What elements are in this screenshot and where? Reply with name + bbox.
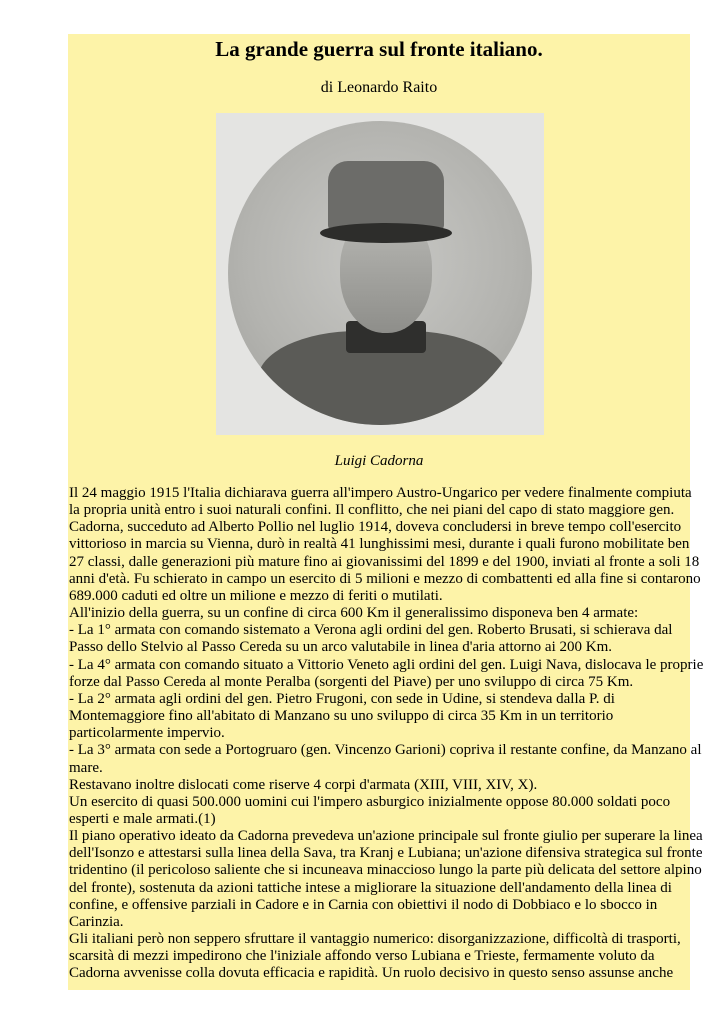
text-line: 689.000 caduti ed oltre un milione e mezzo di feriti o mutilati. — [69, 587, 443, 604]
text-line: All'inizio della guerra, su un confine di circa 600 Km il generalissimo disponeva ben 4 armate: — [69, 605, 639, 622]
text-line: confine, e offensive parziali in Cadore e in Carnia con obiettivi il nodo di Dobbiaco e lo sbocco in — [69, 896, 658, 913]
page-title: La grande guerra sul fronte italiano. — [215, 37, 543, 61]
text-line: Il piano operativo ideato da Cadorna prevedeva un'azione principale sul fronte giulio per superare la linea — [69, 828, 703, 845]
document-page — [68, 34, 704, 990]
text-line: dell'Isonzo e attestarsi sulla linea della Sava, tra Kranj e Lubiana; un'azione difensiva strategica sul fronte — [69, 845, 703, 862]
text-line: Cadorna avvenisse colla dovuta efficacia e rapidità. Un ruolo decisivo in questo senso assunse anche — [69, 965, 674, 982]
text-line: 27 classi, dalle generazioni più mature fino ai giovanissimi del 1899 e del 1900, inviati al fronte a soli 18 — [69, 553, 700, 570]
text-line: Gli italiani però non seppero sfruttare il vantaggio numerico: disorganizzazione, difficoltà di trasporti, — [69, 931, 681, 948]
text-line: vittorioso in marcia su Vienna, durò in realtà 41 lunghissimi mesi, durante i quali furono mobilitate ben — [69, 536, 690, 553]
text-line: Un esercito di quasi 500.000 uomini cui l'impero asburgico inizialmente oppose 80.000 soldati poco — [69, 793, 671, 810]
portrait-photo — [216, 113, 544, 435]
cap-shape — [328, 161, 444, 231]
portrait-vignette — [228, 121, 532, 425]
text-line: anni d'età. Fu schierato in campo un esercito di 5 milioni e mezzo di combattenti ed alla fine si contarono — [69, 570, 701, 587]
text-line: Restavano inoltre dislocati come riserve 4 corpi d'armata (XIII, VIII, XIV, X). — [69, 776, 538, 793]
text-line: del fronte), sostenuta da azioni tattiche intese a migliorare la situazione dell'andamento della linea di — [69, 879, 672, 896]
text-line: particolarmente impervio. — [69, 725, 225, 742]
text-line: tridentino (il pericoloso saliente che si incuneava minaccioso lungo la parte più delicata del settore alpino — [69, 862, 702, 879]
text-line: Cadorna, succeduto ad Alberto Pollio nel luglio 1914, doveva concludersi in breve tempo coll'esercito — [69, 519, 682, 536]
text-line: Montemaggiore fino all'abitato di Manzano su uno sviluppo di circa 35 Km in un territorio — [69, 708, 614, 725]
text-line: la propria unità entro i suoi naturali confini. Il conflitto, che nei piani del capo di stato maggiore gen. — [69, 502, 675, 519]
text-line: - La 4° armata con comando situato a Vittorio Veneto agli ordini del gen. Luigi Nava, dislocava le proprie — [69, 656, 704, 673]
text-line: mare. — [69, 759, 103, 776]
text-line: scarsità di mezzi impedirono che l'iniziale affondo verso Lubiana e Trieste, fermamente voluto da — [69, 948, 655, 965]
text-line: - La 1° armata con comando sistemato a Verona agli ordini del gen. Roberto Brusati, si schierava dal — [69, 622, 673, 639]
body-text — [69, 485, 704, 983]
text-line: forze dal Passo Cereda al monte Peralba (sorgenti del Piave) per uno sviluppo di circa 75 Km. — [69, 673, 634, 690]
photo-caption: Luigi Cadorna — [334, 453, 424, 469]
author-byline: di Leonardo Raito — [320, 79, 438, 96]
text-line: Passo dello Stelvio al Passo Cereda su un arco valutabile in linea d'aria attorno ai 200 Km. — [69, 639, 612, 656]
visor-shape — [320, 223, 452, 243]
text-line: - La 3° armata con sede a Portogruaro (gen. Vincenzo Garioni) copriva il restante confine, da Manzano al — [69, 742, 702, 759]
text-line: Il 24 maggio 1915 l'Italia dichiarava guerra all'impero Austro-Ungarico per vedere finalmente compiuta — [69, 485, 692, 501]
text-line: esperti e male armati.(1) — [69, 810, 216, 827]
text-line: Carinzia. — [69, 913, 124, 930]
text-line: - La 2° armata agli ordini del gen. Pietro Frugoni, con sede in Udine, si stendeva dalla P. di — [69, 690, 615, 707]
